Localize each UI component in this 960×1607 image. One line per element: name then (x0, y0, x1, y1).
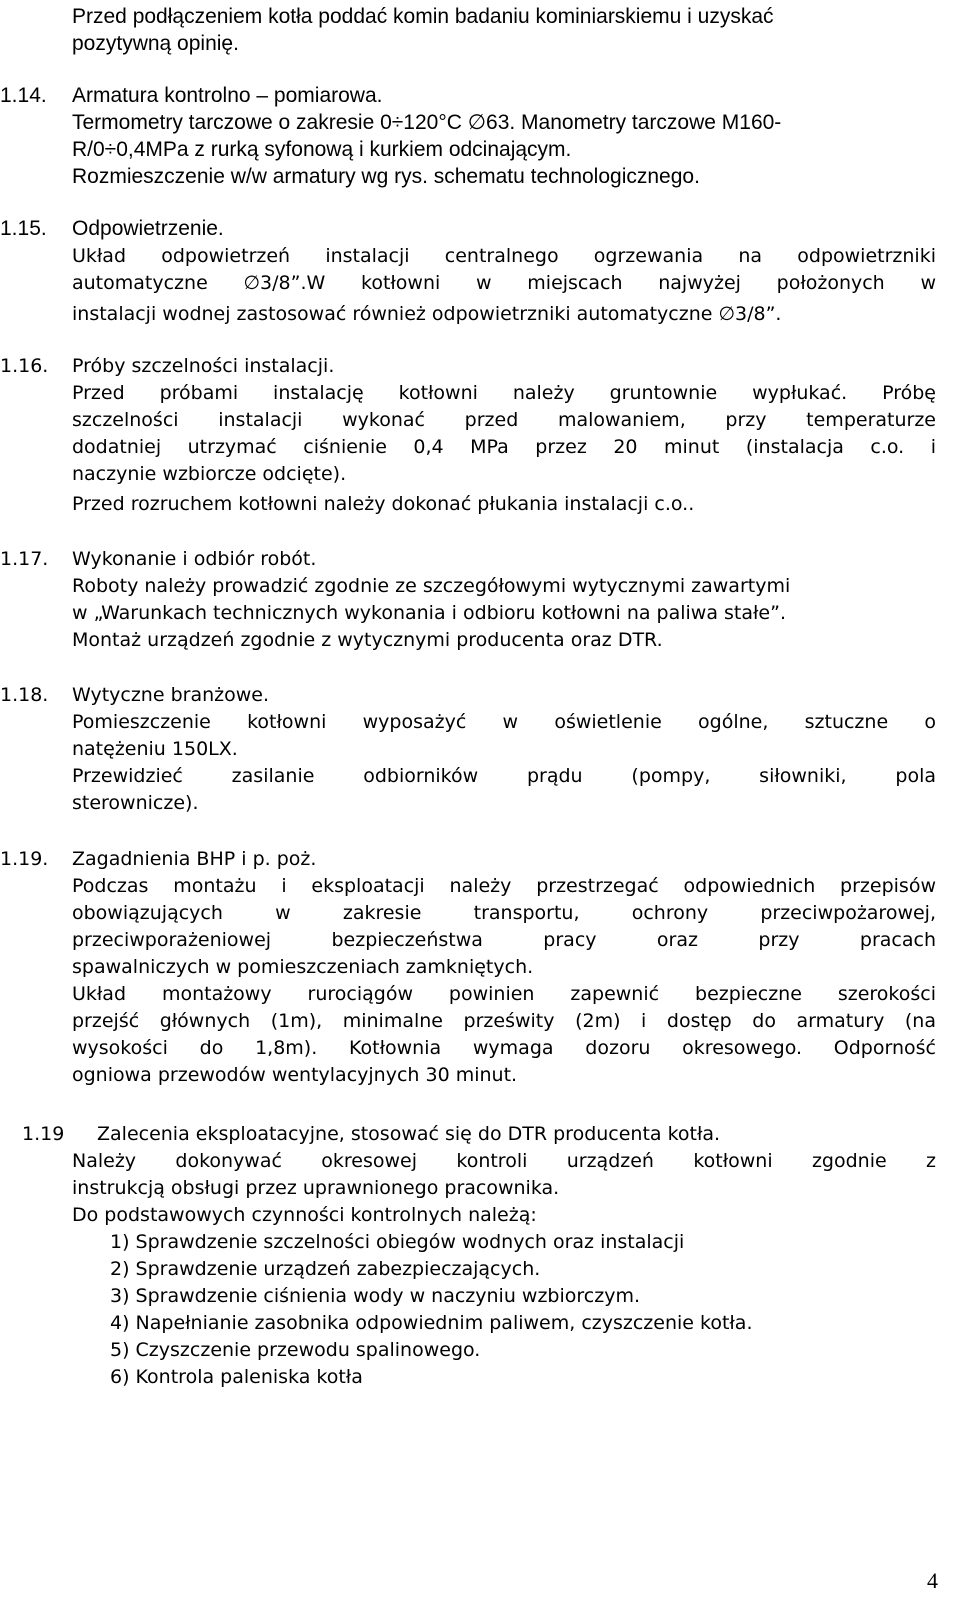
list-item: 2) Sprawdzenie urządzeń zabezpieczających. (110, 1258, 541, 1280)
paragraph-line: ogniowa przewodów wentylacyjnych 30 minut. (72, 1064, 518, 1086)
paragraph-line: Pomieszczenie kotłowni wyposażyć w oświetlenie ogólne, sztuczne o (72, 711, 936, 733)
section-number: 1.16. (0, 355, 49, 377)
paragraph-line: wysokości do 1,8m). Kotłownia wymaga dozoru okresowego. Odporność (72, 1037, 936, 1059)
paragraph-line: w „Warunkach technicznych wykonania i odbioru kotłowni na paliwa stałe”. (72, 602, 786, 624)
paragraph-line: Układ odpowietrzeń instalacji centralnego ogrzewania na odpowietrzniki (72, 245, 936, 267)
intro-line-1: Przed podłączeniem kotła poddać komin badaniu kominiarskiemu i uzyskać (72, 5, 774, 28)
paragraph-line: Rozmieszczenie w/w armatury wg rys. schematu technologicznego. (72, 165, 700, 188)
section-number: 1.14. (0, 84, 47, 107)
paragraph-line: Montaż urządzeń zgodnie z wytycznymi producenta oraz DTR. (72, 629, 663, 651)
paragraph-line: obowiązujących w zakresie transportu, ochrony przeciwpożarowej, (72, 902, 936, 924)
paragraph-line: automatyczne ∅3/8”.W kotłowni w miejscach najwyżej położonych w (72, 272, 936, 294)
section-title: Zalecenia eksploatacyjne, stosować się do DTR producenta kotła. (97, 1123, 721, 1145)
section-number: 1.18. (0, 684, 49, 706)
paragraph-line: Przewidzieć zasilanie odbiorników prądu (pompy, siłowniki, pola (72, 765, 936, 787)
list-item: 1) Sprawdzenie szczelności obiegów wodnych oraz instalacji (110, 1231, 685, 1253)
section-number: 1.19. (0, 848, 49, 870)
list-item: 6) Kontrola paleniska kotła (110, 1366, 363, 1388)
section-title: Zagadnienia BHP i p. poż. (72, 848, 317, 870)
paragraph-line: Układ montażowy rurociągów powinien zapewnić bezpieczne szerokości (72, 983, 936, 1005)
paragraph-line: Należy dokonywać okresowej kontroli urządzeń kotłowni zgodnie z (72, 1150, 936, 1172)
section-number: 1.17. (0, 548, 49, 570)
paragraph-line: instalacji wodnej zastosować również odpowietrzniki automatyczne ∅3/8”. (72, 303, 782, 325)
paragraph-line: Przed rozruchem kotłowni należy dokonać płukania instalacji c.o.. (72, 493, 695, 515)
list-item: 5) Czyszczenie przewodu spalinowego. (110, 1339, 481, 1361)
paragraph-line: przejść głównych (1m), minimalne prześwity (2m) i dostęp do armatury (na (72, 1010, 936, 1032)
page-number: 4 (927, 1568, 938, 1593)
paragraph-line: Roboty należy prowadzić zgodnie ze szczegółowymi wytycznymi zawartymi (72, 575, 791, 597)
list-item: 3) Sprawdzenie ciśnienia wody w naczyniu wzbiorczym. (110, 1285, 640, 1307)
paragraph-line: przeciwporażeniowej bezpieczeństwa pracy oraz przy pracach (72, 929, 936, 951)
paragraph-line: Termometry tarczowe o zakresie 0÷120°C ∅63. Manometry tarczowe M160- (72, 111, 782, 134)
paragraph-line: szczelności instalacji wykonać przed malowaniem, przy temperaturze (72, 409, 936, 431)
paragraph-line: Podczas montażu i eksploatacji należy przestrzegać odpowiednich przepisów (72, 875, 936, 897)
paragraph-line: dodatniej utrzymać ciśnienie 0,4 MPa przez 20 minut (instalacja c.o. i (72, 436, 936, 458)
section-title: Armatura kontrolno – pomiarowa. (72, 84, 383, 107)
list-item: 4) Napełnianie zasobnika odpowiednim paliwem, czyszczenie kotła. (110, 1312, 753, 1334)
section-number: 1.15. (0, 217, 47, 240)
paragraph-line: sterownicze). (72, 792, 199, 814)
paragraph-line: instrukcją obsługi przez uprawnionego pracownika. (72, 1177, 560, 1199)
paragraph-line: Przed próbami instalację kotłowni należy gruntownie wypłukać. Próbę (72, 382, 936, 404)
section-title: Wytyczne branżowe. (72, 684, 270, 706)
paragraph-line: naczynie wzbiorcze odcięte). (72, 463, 347, 485)
section-title: Próby szczelności instalacji. (72, 355, 335, 377)
section-title: Odpowietrzenie. (72, 217, 224, 240)
paragraph-line: R/0÷0,4MPa z rurką syfonową i kurkiem odcinającym. (72, 138, 572, 161)
paragraph-line: Do podstawowych czynności kontrolnych należą: (72, 1204, 537, 1226)
paragraph-line: spawalniczych w pomieszczeniach zamkniętych. (72, 956, 534, 978)
paragraph-line: natężeniu 150LX. (72, 738, 238, 760)
section-number: 1.19 (22, 1123, 65, 1145)
section-title: Wykonanie i odbiór robót. (72, 548, 317, 570)
intro-line-2: pozytywną opinię. (72, 32, 239, 55)
